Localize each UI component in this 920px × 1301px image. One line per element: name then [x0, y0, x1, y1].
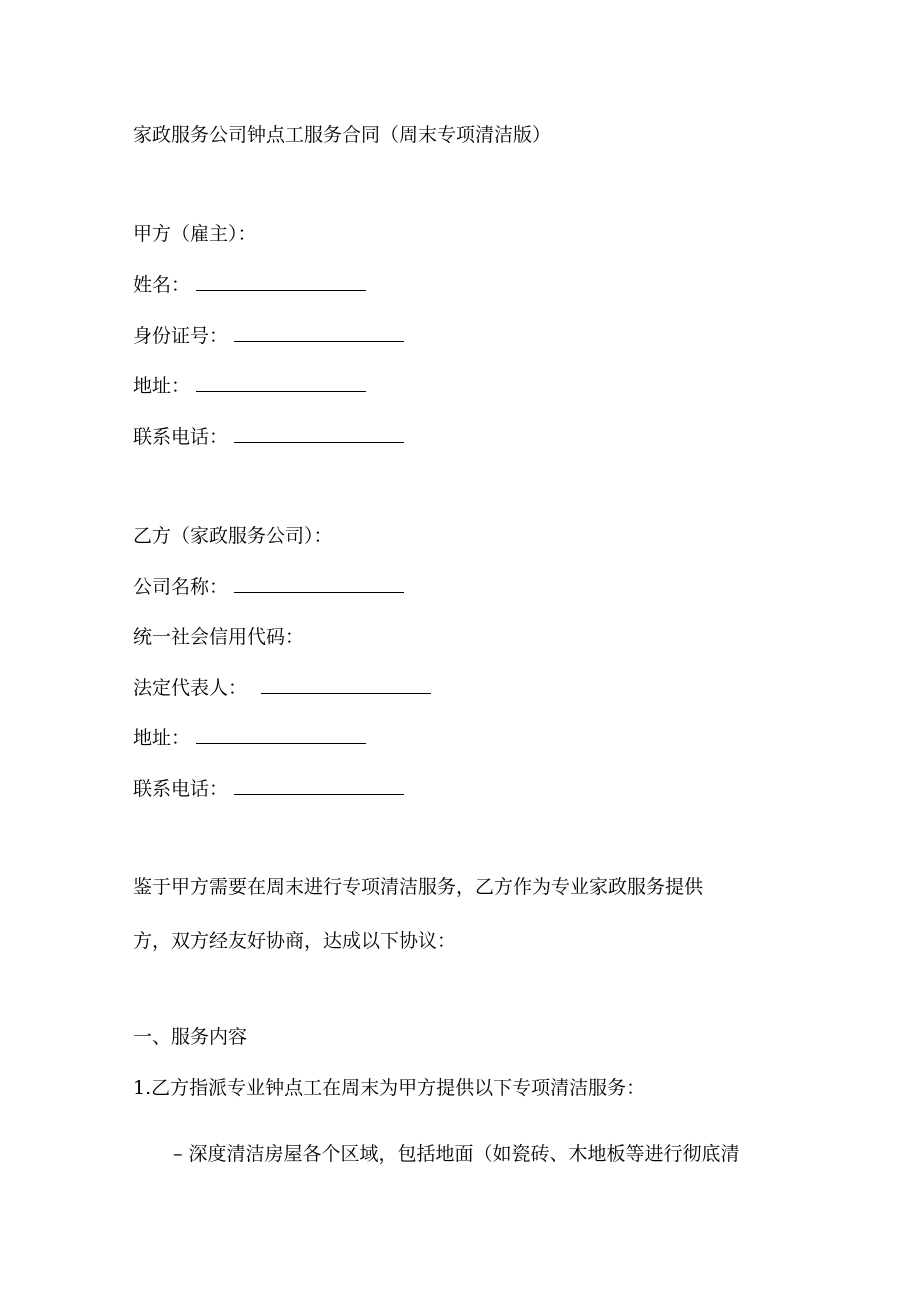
party-b-legal-rep-blank	[261, 675, 431, 694]
party-b-address-label: 地址：	[133, 727, 191, 749]
party-a-name-label: 姓名：	[133, 274, 191, 296]
preamble-line-2: 方，双方经友好协商，达成以下协议：	[133, 930, 457, 952]
section-1-heading: 一、服务内容	[133, 1026, 248, 1048]
party-b-address-blank	[196, 725, 366, 744]
party-a-id-blank	[234, 323, 404, 342]
party-a-phone-field	[133, 424, 404, 450]
party-b-heading: 乙方（家政服务公司）：	[133, 525, 333, 547]
party-b-phone-label: 联系电话：	[133, 778, 229, 800]
party-b-phone-blank	[234, 776, 404, 795]
document-title: 家政服务公司钟点工服务合同（周末专项清洁版）	[133, 124, 552, 146]
party-a-name-blank	[196, 272, 366, 291]
party-b-company-field	[133, 574, 404, 600]
party-a-address-label: 地址：	[133, 375, 191, 397]
party-b-phone-field	[133, 776, 404, 802]
section-1-item-1: 1.乙方指派专业钟点工在周末为甲方提供以下专项清洁服务：	[133, 1077, 646, 1099]
preamble-line-1: 鉴于甲方需要在周末进行专项清洁服务，乙方作为专业家政服务提供	[133, 876, 704, 898]
party-a-name-field	[133, 272, 366, 298]
party-a-address-field	[133, 373, 366, 399]
party-b-credit-code-label: 统一社会信用代码：	[133, 626, 305, 648]
party-b-company-blank	[234, 574, 404, 593]
party-a-id-field	[133, 323, 404, 349]
party-a-phone-label: 联系电话：	[133, 426, 229, 448]
party-a-heading: 甲方（雇主）：	[133, 223, 257, 245]
party-a-id-label: 身份证号：	[133, 325, 229, 347]
party-b-legal-rep-label: 法定代表人：	[133, 677, 248, 699]
party-a-address-blank	[196, 373, 366, 392]
party-a-phone-blank	[234, 424, 404, 443]
party-b-legal-rep-field	[133, 675, 431, 701]
party-b-address-field	[133, 725, 366, 751]
party-b-company-label: 公司名称：	[133, 576, 229, 598]
section-1-bullet-1: – 深度清洁房屋各个区域，包括地面（如瓷砖、木地板等进行彻底清	[173, 1143, 740, 1165]
party-b-credit-code-field	[133, 624, 304, 650]
